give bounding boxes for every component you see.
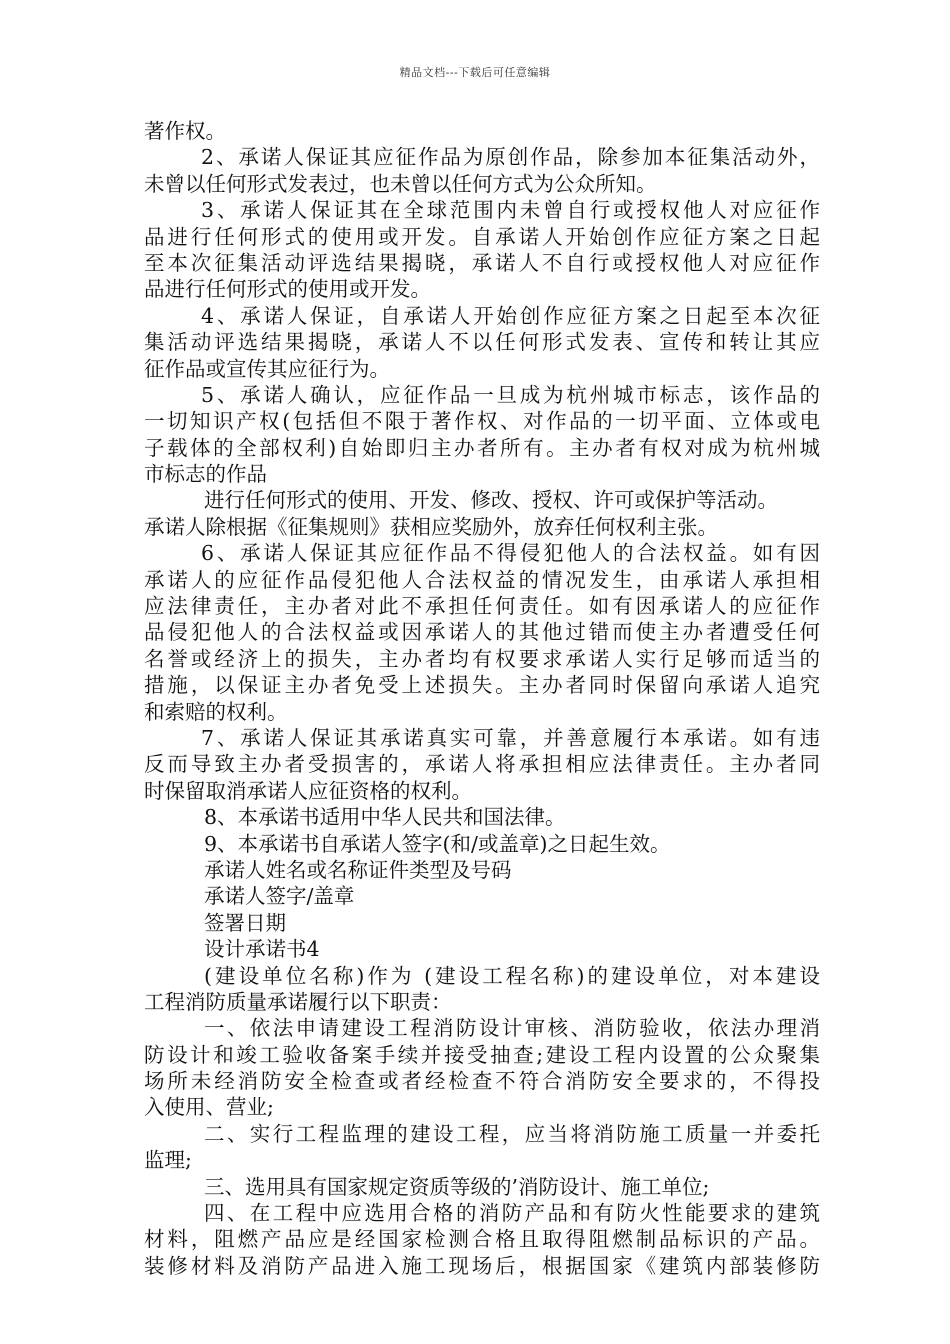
text-line: 承诺人除根据《征集规则》获相应奖励外，放弃任何权利主张。	[144, 514, 718, 539]
text-line: 品进行任何形式的使用或开发。自承诺人开始创作应征方案之日起	[144, 224, 820, 249]
document-body	[144, 118, 820, 1279]
text-line: 承诺人姓名或名称证件类型及号码	[204, 857, 512, 882]
text-line: 装修材料及消防产品进入施工现场后，根据国家《建筑内部装修防	[144, 1253, 820, 1278]
text-line: 5、承诺人确认，应征作品一旦成为杭州城市标志，该作品的	[201, 382, 820, 407]
text-line: 场所未经消防安全检查或者经检查不符合消防安全要求的，不得投	[144, 1069, 820, 1094]
text-line: 征作品或宣传其应征行为。	[144, 356, 390, 381]
text-line: 承诺人的应征作品侵犯他人合法权益的情况发生，由承诺人承担相	[144, 567, 820, 592]
text-line: 3、承诺人保证其在全球范围内未曾自行或授权他人对应征作	[201, 198, 820, 223]
text-line: 入使用、营业;	[144, 1095, 274, 1120]
text-line: 设计承诺书4	[204, 937, 320, 962]
text-line: 措施，以保证主办者免受上述损失。主办者同时保留向承诺人追究	[144, 673, 820, 698]
text-line: 7、承诺人保证其承诺真实可靠，并善意履行本承诺。如有违	[201, 725, 820, 750]
text-line: (建设单位名称)作为 (建设工程名称)的建设单位，对本建设	[204, 963, 820, 988]
text-line: 承诺人签字/盖章	[204, 884, 355, 909]
page-header: 精品文档---下载后可任意编辑	[399, 66, 551, 79]
text-line: 防设计和竣工验收备案手续并接受抽查;建设工程内设置的公众聚集	[144, 1042, 820, 1067]
text-line: 8、本承诺书适用中华人民共和国法律。	[204, 805, 566, 830]
text-line: 工程消防质量承诺履行以下职责：	[144, 989, 452, 1014]
text-line: 未曾以任何形式发表过，也未曾以任何方式为公众所知。	[144, 171, 657, 196]
text-line: 三、选用具有国家规定资质等级的’消防设计、施工单位;	[204, 1174, 710, 1199]
text-line: 监理;	[144, 1148, 192, 1173]
text-line: 应法律责任，主办者对此不承担任何责任。如有因承诺人的应征作	[144, 594, 820, 619]
text-line: 品侵犯他人的合法权益或因承诺人的其他过错而使主办者遭受任何	[144, 620, 820, 645]
text-line: 一、依法申请建设工程消防设计审核、消防验收，依法办理消	[204, 1016, 820, 1041]
text-line: 二、实行工程监理的建设工程，应当将消防施工质量一并委托	[204, 1121, 820, 1146]
text-line: 集活动评选结果揭晓，承诺人不以任何形式发表、宣传和转让其应	[144, 330, 820, 355]
text-line: 著作权。	[144, 119, 226, 143]
text-line: 品进行任何形式的使用或开发。	[144, 277, 431, 302]
text-line: 2、承诺人保证其应征作品为原创作品，除参加本征集活动外，	[201, 145, 820, 170]
text-line: 时保留取消承诺人应征资格的权利。	[144, 778, 472, 803]
text-line: 反而导致主办者受损害的，承诺人将承担相应法律责任。主办者同	[144, 752, 820, 777]
text-line: 至本次征集活动评选结果揭晓，承诺人不自行或授权他人对应征作	[144, 250, 820, 275]
text-line: 6、承诺人保证其应征作品不得侵犯他人的合法权益。如有因	[201, 541, 820, 566]
text-line: 子载体的全部权利)自始即归主办者所有。主办者有权对成为杭州城	[144, 435, 820, 460]
text-line: 四、在工程中应选用合格的消防产品和有防火性能要求的建筑	[204, 1201, 820, 1226]
text-line: 4、承诺人保证，自承诺人开始创作应征方案之日起至本次征	[201, 303, 820, 328]
text-line: 9、本承诺书自承诺人签字(和/或盖章)之日起生效。	[204, 831, 671, 856]
text-line: 一切知识产权(包括但不限于著作权、对作品的一切平面、立体或电	[144, 409, 820, 434]
text-line: 名誉或经济上的损失，主办者均有权要求承诺人实行足够而适当的	[144, 646, 820, 671]
text-line: 和索赔的权利。	[144, 699, 288, 724]
text-line: 材料，阻燃产品应是经国家检测合格且取得阻燃制品标识的产品。	[144, 1227, 820, 1252]
text-line: 市标志的作品	[144, 462, 267, 487]
text-line: 签署日期	[204, 910, 286, 935]
text-line: 进行任何形式的使用、开发、修改、授权、许可或保护等活动。	[204, 488, 778, 513]
